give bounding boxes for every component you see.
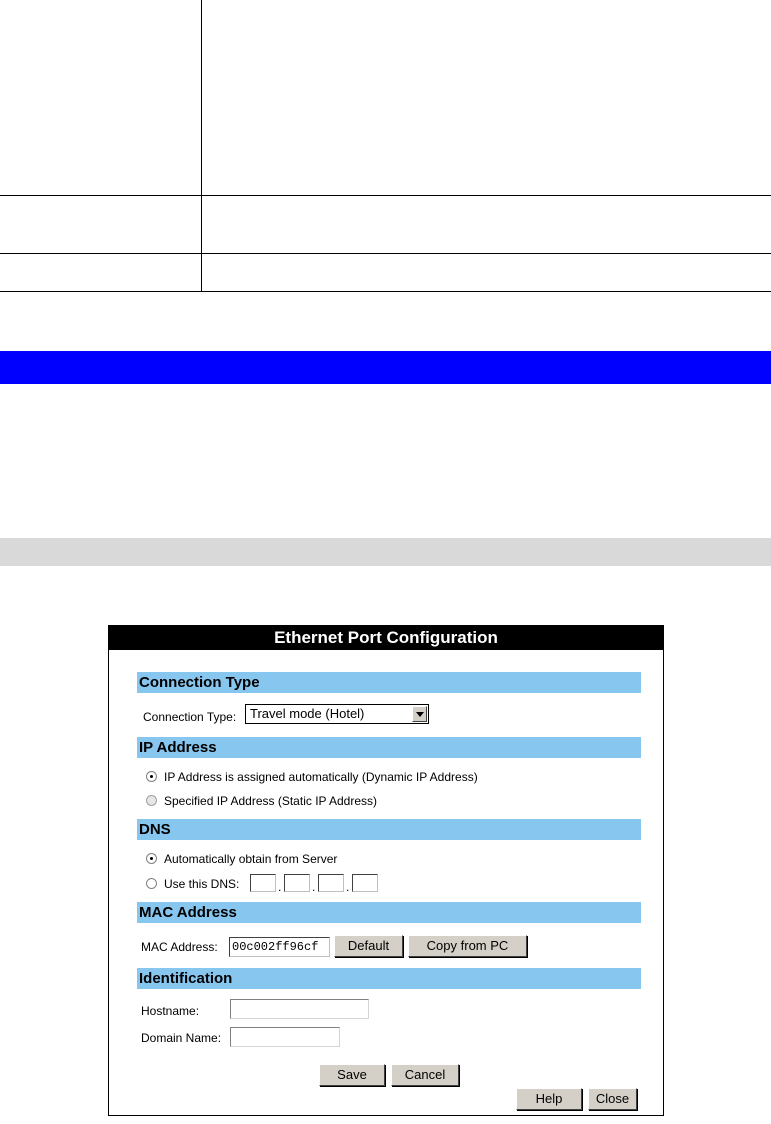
save-button[interactable]: Save <box>319 1064 385 1086</box>
hostname-input[interactable] <box>230 999 369 1019</box>
default-button[interactable]: Default <box>334 935 403 957</box>
octet-separator: . <box>312 880 316 894</box>
chevron-down-icon[interactable] <box>412 706 427 722</box>
cancel-button[interactable]: Cancel <box>391 1064 459 1086</box>
dns-manual-label: Use this DNS: <box>164 877 240 891</box>
ip-static-radio[interactable] <box>146 795 157 806</box>
ethernet-port-config-dialog <box>108 625 664 1116</box>
domain-name-input[interactable] <box>230 1027 340 1047</box>
dns-manual-radio[interactable] <box>146 878 157 889</box>
ip-dynamic-label: IP Address is assigned automatically (Dynamic IP Address) <box>164 770 478 784</box>
octet-separator: . <box>346 880 350 894</box>
dns-auto-radio[interactable] <box>146 853 157 864</box>
table-row <box>0 196 771 254</box>
section-identification: Identification <box>137 968 641 989</box>
section-heading-bar <box>0 351 771 384</box>
mac-address-label: MAC Address: <box>141 940 218 954</box>
dns-octet-2-input[interactable] <box>284 874 310 892</box>
connection-type-value: Travel mode (Hotel) <box>250 706 365 721</box>
domain-name-label: Domain Name: <box>141 1031 222 1045</box>
mac-address-input[interactable]: 00c002ff96cf <box>229 937 330 957</box>
table-row <box>0 0 771 196</box>
table-column-divider <box>201 0 202 292</box>
section-ip-address: IP Address <box>137 737 641 758</box>
dns-octet-4-input[interactable] <box>352 874 378 892</box>
document-table <box>0 0 771 292</box>
dns-octet-1-input[interactable] <box>250 874 276 892</box>
help-button[interactable]: Help <box>516 1088 582 1110</box>
dns-auto-label: Automatically obtain from Server <box>164 852 338 866</box>
dns-octet-3-input[interactable] <box>318 874 344 892</box>
copy-from-pc-button[interactable]: Copy from PC <box>408 935 527 957</box>
ip-static-label: Specified IP Address (Static IP Address) <box>164 794 377 808</box>
section-connection-type: Connection Type <box>137 672 641 693</box>
ip-dynamic-radio[interactable] <box>146 771 157 782</box>
section-dns: DNS <box>137 819 641 840</box>
close-button[interactable]: Close <box>588 1088 637 1110</box>
table-row <box>0 254 771 292</box>
dialog-title: Ethernet Port Configuration <box>109 626 663 650</box>
connection-type-label: Connection Type: <box>143 710 237 724</box>
octet-separator: . <box>278 880 282 894</box>
connection-type-select[interactable] <box>245 704 429 724</box>
section-mac-address: MAC Address <box>137 902 641 923</box>
subsection-heading-bar <box>0 538 771 566</box>
hostname-label: Hostname: <box>141 1004 200 1018</box>
